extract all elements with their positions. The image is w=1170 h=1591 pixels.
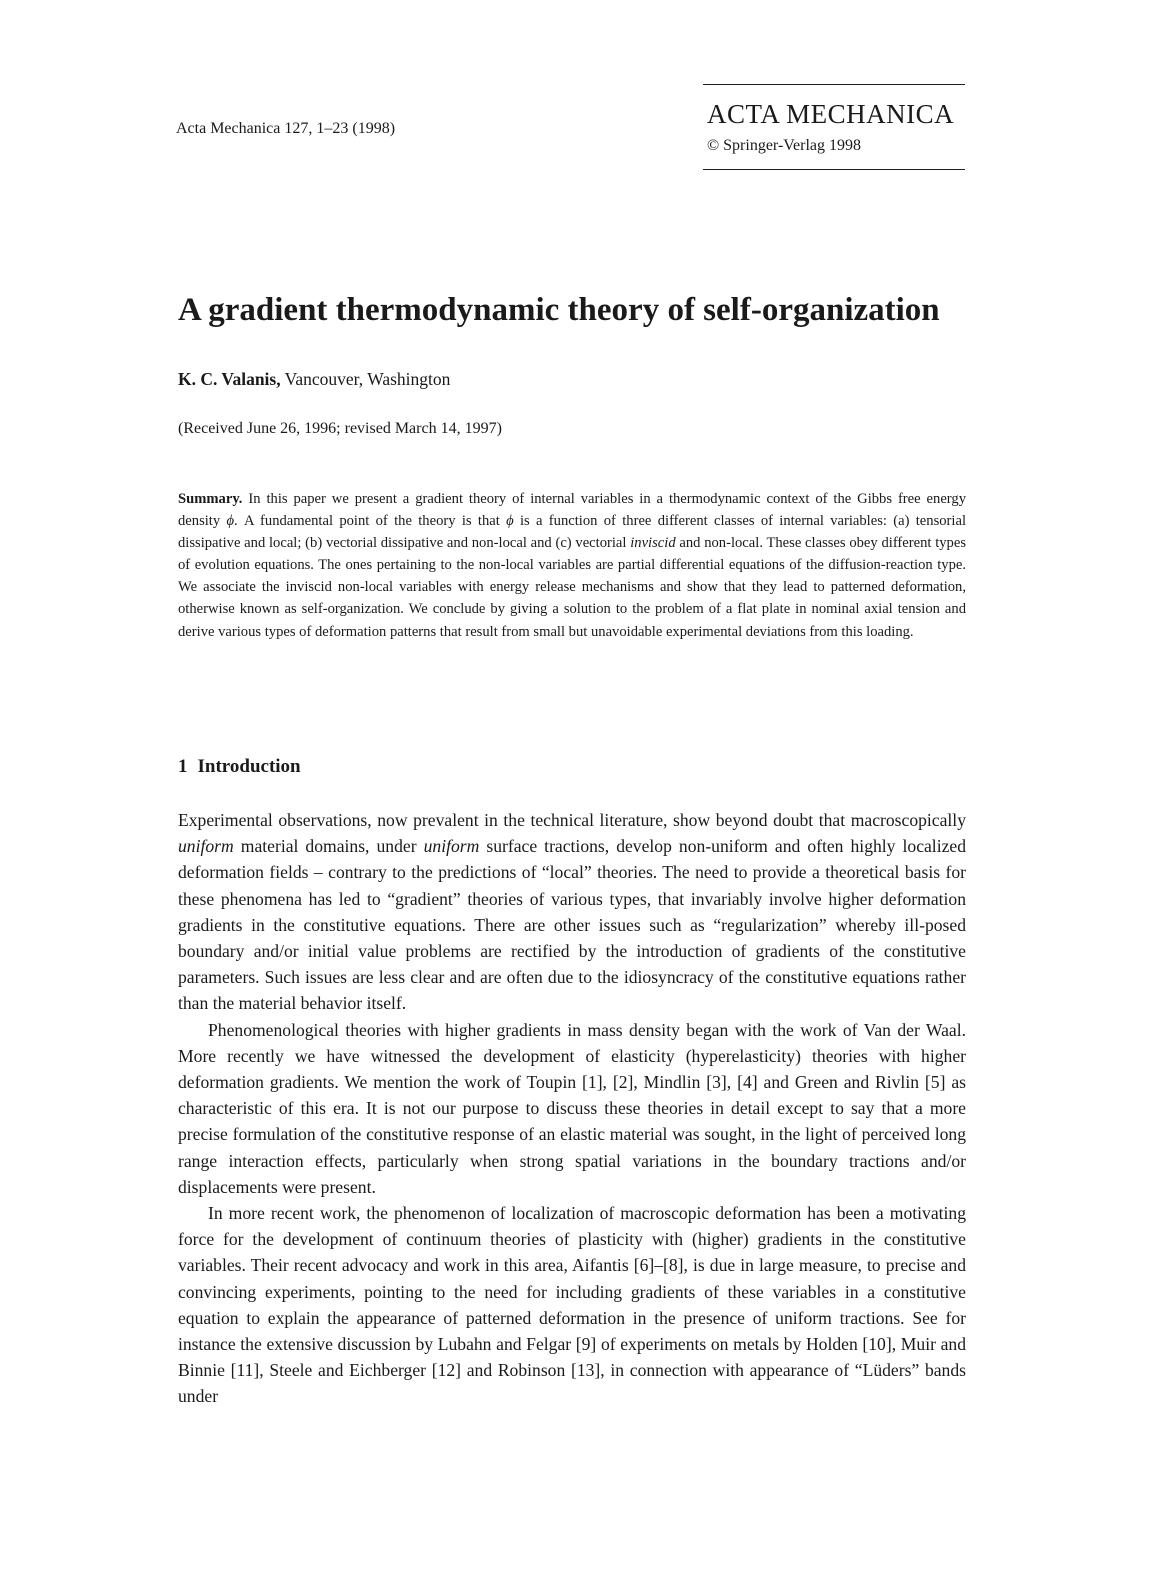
paragraph-text: Experimental observations, now prevalent in the technical literature, show beyond doubt that macroscopically [178, 810, 966, 830]
journal-reference: Acta Mechanica 127, 1–23 (1998) [176, 120, 396, 137]
journal-masthead [703, 84, 965, 170]
phi-symbol: ϕ [226, 513, 235, 530]
section-heading-introduction [178, 756, 311, 778]
emphasis-uniform: uniform [178, 836, 234, 857]
section-title: Introduction [197, 756, 301, 777]
paragraph-3: In more recent work, the phenomenon of localization of macroscopic deformation has been a motivating force for the development of continuum theories of plasticity with (higher) gradients in the constitutive variables. Their recent advocacy and work in this area, Aifantis [6]–[8], is due in large measure, to precise and convincing experiments, pointing to the need for including gradients of these variables in a constitutive equation to explain the appearance of patterned deformation in the presence of uniform tractions. See for instance the extensive discussion by Lubahn and Felgar [9] of experiments on metals by Holden [10], Muir and Binnie [11], Steele and Eichberger [12] and Robinson [13], in connection with appearance of “Lüders” bands under [178, 1203, 966, 1407]
section-number: 1 [178, 756, 188, 777]
summary-text-3: is a function of three different classes of internal variables: (a) tensorial dissipative and local; (b) vectorial dissipative and non-local and (c) vectorial [178, 513, 967, 552]
summary-text-2: . A fundamental point of the theory is that [234, 513, 507, 530]
paragraph-1 [178, 807, 966, 1017]
author-name: K. C. Valanis, [178, 369, 281, 389]
paper-title: A gradient thermodynamic theory of self-organization [178, 292, 940, 328]
summary-label: Summary. [178, 491, 243, 507]
copyright-notice: © Springer-Verlag 1998 [707, 137, 862, 154]
received-dates: (Received June 26, 1996; revised March 14, 1997) [178, 420, 502, 437]
masthead-top-rule [703, 84, 965, 85]
paragraph-2: Phenomenological theories with higher gradients in mass density began with the work of Van der Waal. More recently we have witnessed the development of elasticity (hyperelasticity) theories with higher deformation gradients. We mention the work of Toupin [1], [2], Mindlin [3], [4] and Green and Rivlin [5] as characteristic of this era. It is not our purpose to discuss these theories in detail except to say that a more precise formulation of the constitutive response of an elastic material was sought, in the light of perceived long range interaction effects, particularly when strong spatial variations in the boundary tractions and/or displacements were present. [178, 1019, 966, 1197]
paragraph-text: material domains, under [233, 836, 424, 857]
emphasis-uniform: uniform [423, 836, 480, 857]
summary-abstract [178, 488, 966, 643]
summary-text-1: In this paper we present a gradient theory of internal variables in a thermodynamic context of the Gibbs free energy density [178, 491, 966, 530]
introduction-body [178, 807, 966, 1410]
phi-symbol: ϕ [506, 513, 514, 530]
paragraph-text: surface tractions, develop non-uniform and often highly localized deformation fields – contrary to the predictions of “local” theories. The need to provide a theoretical basis for these phenomena has led to “gradient” theories of various types, that invariably involve higher deformation gradients in the constitutive equations. There are other issues such as “regularization” whereby ill-posed boundary and/or initial value problems are rectified by the introduction of gradients of the constitutive parameters. Such issues are less clear and are often due to the idiosyncracy of the constitutive equations rather than the material behavior itself. [178, 836, 967, 1014]
masthead-bottom-rule [703, 169, 965, 170]
author-location: Vancouver, Washington [280, 369, 451, 389]
journal-name: ACTA MECHANICA [707, 99, 955, 129]
author-line [178, 369, 450, 390]
inviscid-term: inviscid [630, 535, 676, 552]
summary-text-4: and non-local. These classes obey different types of evolution equations. The ones pertaining to the non-local variables are partial differential equations of the diffusion-reaction type. We associate the inviscid non-local variables with energy release mechanisms and show that they lead to patterned deformation, otherwise known as self-organization. We conclude by giving a solution to the problem of a flat plate in nominal axial tension and derive various types of deformation patterns that result from small but unavoidable experimental deviations from this loading. [178, 535, 967, 640]
